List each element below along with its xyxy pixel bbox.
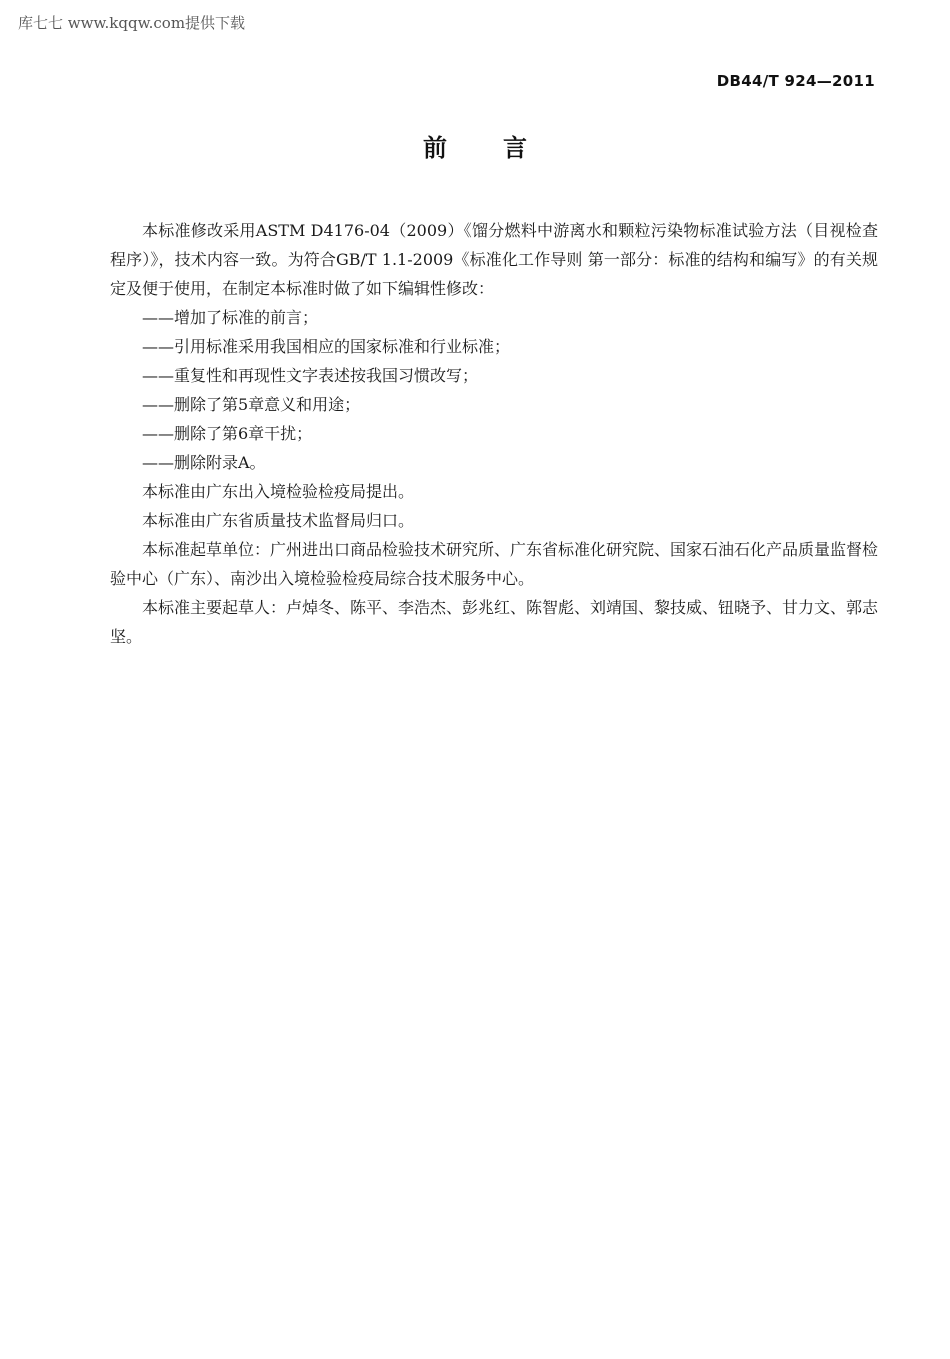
watermark-text: 库七七 www.kqqw.com提供下载 xyxy=(18,14,246,32)
list-item-references: ——引用标准采用我国相应的国家标准和行业标准； xyxy=(142,337,511,356)
page-title: 前言 xyxy=(423,134,583,162)
paragraph-drafters: 本标准主要起草人：卢焯冬、陈平、李浩杰、彭兆红、陈智彪、刘靖国、黎技威、钮晓予、甘力文、郭志坚。 xyxy=(110,598,879,646)
list-item-appendix-a: ——删除附录A。 xyxy=(142,453,266,472)
standard-code: DB44/T 924—2011 xyxy=(716,72,875,90)
paragraph-drafting-units: 本标准起草单位：广州进出口商品检验技术研究所、广东省标准化研究院、国家石油石化产品质量监督检验中心（广东）、南沙出入境检验检疫局综合技术服务中心。 xyxy=(110,540,879,588)
paragraph-administrator: 本标准由广东省质量技术监督局归口。 xyxy=(142,511,415,530)
list-item-chapter-5: ——删除了第5章意义和用途； xyxy=(142,395,361,414)
list-item-preface: ——增加了标准的前言； xyxy=(142,308,319,327)
paragraph-proposer: 本标准由广东出入境检验检疫局提出。 xyxy=(142,482,415,501)
list-item-chapter-6: ——删除了第6章干扰； xyxy=(142,424,313,443)
list-item-precision: ——重复性和再现性文字表述按我国习惯改写； xyxy=(142,366,479,385)
paragraph-intro: 本标准修改采用ASTM D4176-04（2009）《馏分燃料中游离水和颗粒污染物标准试验方法（目视检查程序）》，技术内容一致。为符合GB/T 1.1-2009《标准化工作导则 第一部分：标准的结构和编写》的有关规定及便于使用，在制定本标准时做了如下编辑性修改： xyxy=(110,221,878,298)
document-body xyxy=(110,216,878,651)
